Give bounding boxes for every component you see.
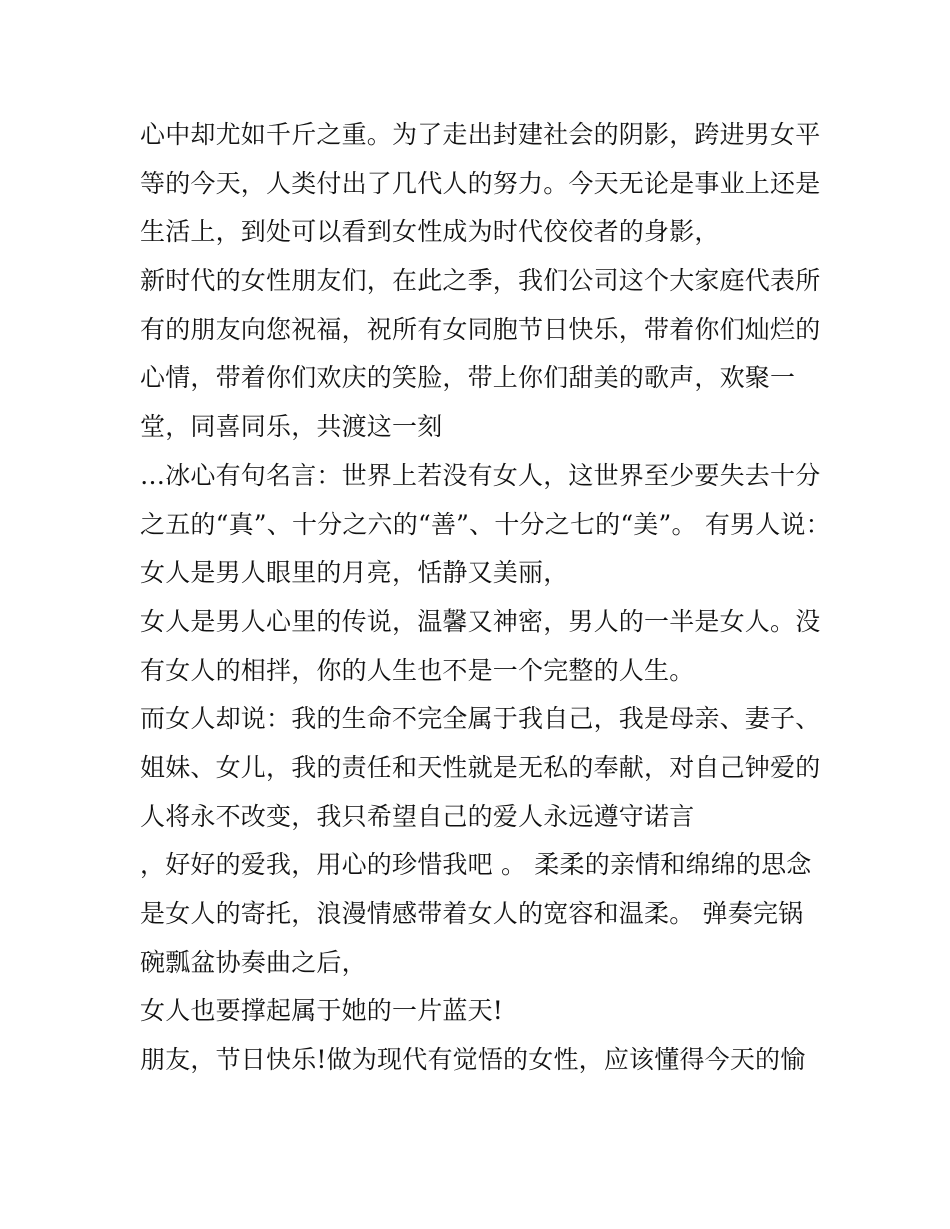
text-line: 堂，同喜同乐，共渡这一刻 xyxy=(140,412,443,442)
text-line: 有女人的相拌，你的人生也不是一个完整的人生。 xyxy=(140,655,695,685)
text-line: 之五的“真”、十分之六的“善”、十分之七的“美”。 有男人说： xyxy=(140,509,831,539)
text-line: 心中却尤如千斤之重。为了走出封建社会的阴影，跨进男女平 xyxy=(140,120,821,149)
text-line: 姐妹、女儿，我的责任和天性就是无私的奉献，对自己钟爱的 xyxy=(140,752,821,782)
text-line: 碗瓢盆协奏曲之后， xyxy=(140,947,367,977)
body-text xyxy=(140,111,831,1085)
text-line: 等的今天，人类付出了几代人的努力。今天无论是事业上还是 xyxy=(140,168,821,198)
text-line: 女人也要撑起属于她的一片蓝天! xyxy=(140,996,504,1026)
text-line: …冰心有句名言：世界上若没有女人，这世界至少要失去十分 xyxy=(140,460,821,490)
text-line: 生活上，到处可以看到女性成为时代佼佼者的身影， xyxy=(140,217,720,247)
text-line: ，好好的爱我，用心的珍惜我吧 。 柔柔的亲情和绵绵的思念 xyxy=(140,850,812,880)
text-line: 女人是男人心里的传说，温馨又神密，男人的一半是女人。没 xyxy=(140,606,821,636)
text-line: 朋友，节日快乐!做为现代有觉悟的女性，应该懂得今天的愉 xyxy=(140,1045,806,1075)
text-line: 而女人却说：我的生命不完全属于我自己，我是母亲、妻子、 xyxy=(140,704,821,734)
text-line: 人将永不改变，我只希望自己的爱人永远遵守诺言 xyxy=(140,801,695,831)
text-line: 女人是男人眼里的月亮，恬静又美丽， xyxy=(140,558,569,588)
text-line: 是女人的寄托，浪漫情感带着女人的宽容和温柔。 弹奏完锅 xyxy=(140,899,804,928)
text-line: 有的朋友向您祝福，祝所有女同胞节日快乐，带着你们灿烂的 xyxy=(140,314,821,344)
text-line: 新时代的女性朋友们，在此之季，我们公司这个大家庭代表所 xyxy=(140,266,821,296)
text-line: 心情，带着你们欢庆的笑脸，带上你们甜美的歌声，欢聚一 xyxy=(140,363,796,393)
